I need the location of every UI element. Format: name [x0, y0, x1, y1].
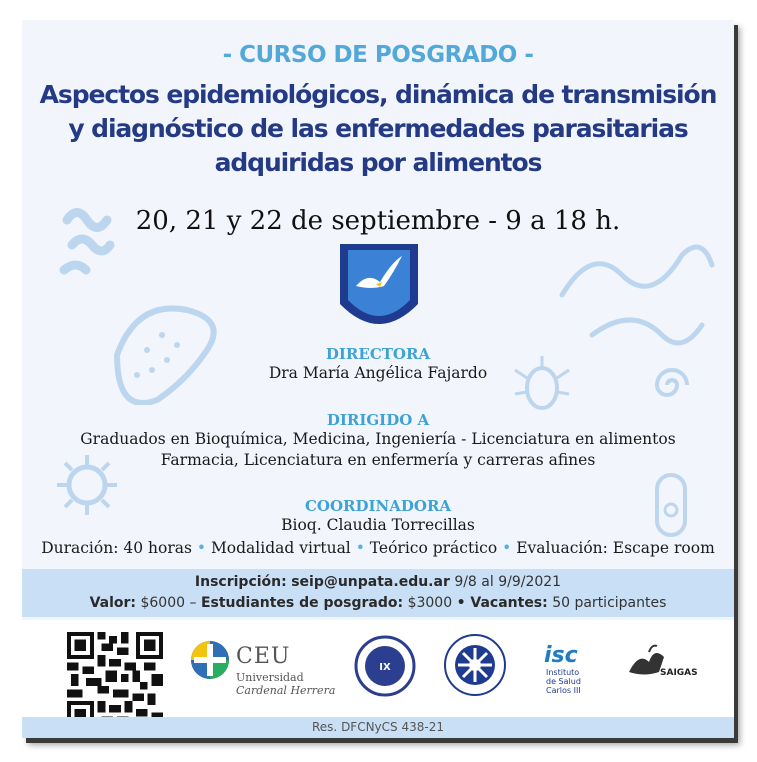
- congreso-seal-logo: [354, 635, 416, 697]
- student-price-label: Estudiantes de posgrado:: [200, 595, 404, 611]
- saigas-name: SAIGAS: [660, 668, 698, 678]
- dirigido-heading: DIRIGIDO A: [326, 411, 430, 429]
- isciii-mark-icon: [540, 638, 590, 668]
- course-date: 20, 21 y 22 de septiembre - 9 a 18 h.: [135, 206, 621, 236]
- dirigido-section: [22, 411, 734, 471]
- course-title-line: adquiridas por alimentos: [214, 148, 542, 177]
- qr-code-icon[interactable]: [67, 632, 163, 728]
- bullet-icon: •: [355, 539, 370, 557]
- directora-section: [22, 345, 734, 384]
- type-text: Teórico práctico: [369, 539, 498, 557]
- vacancies-label: Vacantes:: [470, 595, 548, 611]
- bullet-icon: •: [196, 539, 211, 557]
- registration-band: [22, 569, 734, 617]
- svg-text:isc: isc: [544, 643, 578, 668]
- dirigido-line: Farmacia, Licenciatura en enfermería y carreras afines: [160, 451, 596, 469]
- isciii-name: [546, 668, 581, 695]
- coordinadora-heading: COORDINADORA: [304, 497, 452, 515]
- details-line: [22, 538, 734, 559]
- ceu-name: CEU: [236, 644, 291, 669]
- registration-dates: 9/8 al 9/9/2021: [454, 574, 562, 590]
- university-logo: [338, 242, 420, 334]
- isciii-name-line: Instituto: [546, 668, 580, 677]
- isciii-name-line: Carlos III: [546, 686, 581, 695]
- registration-label: Inscripción:: [194, 574, 287, 590]
- price-label: Valor:: [89, 595, 137, 611]
- duration-text: Duración: 40 horas: [41, 539, 192, 557]
- directora-name: Dra María Angélica Fajardo: [268, 364, 488, 382]
- directora-heading: DIRECTORA: [325, 345, 431, 363]
- comahue-seal-logo: [442, 632, 508, 702]
- isciii-name-line: de Salud: [546, 677, 581, 686]
- ceu-subtitle-line: Universidad: [236, 671, 304, 684]
- vacancies-value: 50 participantes: [552, 595, 667, 611]
- coordinadora-name: Bioq. Claudia Torrecillas: [281, 516, 475, 534]
- svg-text:IX: IX: [379, 662, 391, 673]
- flyer: [22, 20, 734, 738]
- coordinadora-section: [22, 497, 734, 536]
- dirigido-line: Graduados en Bioquímica, Medicina, Ingeniería - Licenciatura en alimentos: [80, 430, 676, 448]
- resolution-text: Res. DFCNyCS 438-21: [312, 720, 444, 734]
- bullet-icon: •: [502, 539, 517, 557]
- price-line: Valor: $6000 – Estudiantes de posgrado: $3000 • Vacantes: 50 participantes: [89, 595, 667, 611]
- ceu-subtitle-line: Cardenal Herrera: [236, 684, 336, 697]
- modality-text: Modalidad virtual: [210, 539, 351, 557]
- student-price-value: $3000: [407, 595, 453, 611]
- registration-line: [22, 574, 734, 590]
- course-title: [22, 78, 734, 180]
- registration-email[interactable]: seip@unpata.edu.ar: [291, 574, 450, 590]
- ceu-cross-icon: [190, 640, 230, 680]
- course-kicker: - CURSO DE POSGRADO -: [222, 42, 534, 68]
- evaluation-text: Evaluación: Escape room: [516, 539, 715, 557]
- course-title-line: y diagnóstico de las enfermedades parasitarias: [68, 114, 688, 143]
- price-value: $6000: [140, 595, 186, 611]
- course-title-line: Aspectos epidemiológicos, dinámica de transmisión: [39, 80, 717, 109]
- ceu-subtitle: [236, 671, 335, 697]
- saigas-logo: [624, 642, 694, 692]
